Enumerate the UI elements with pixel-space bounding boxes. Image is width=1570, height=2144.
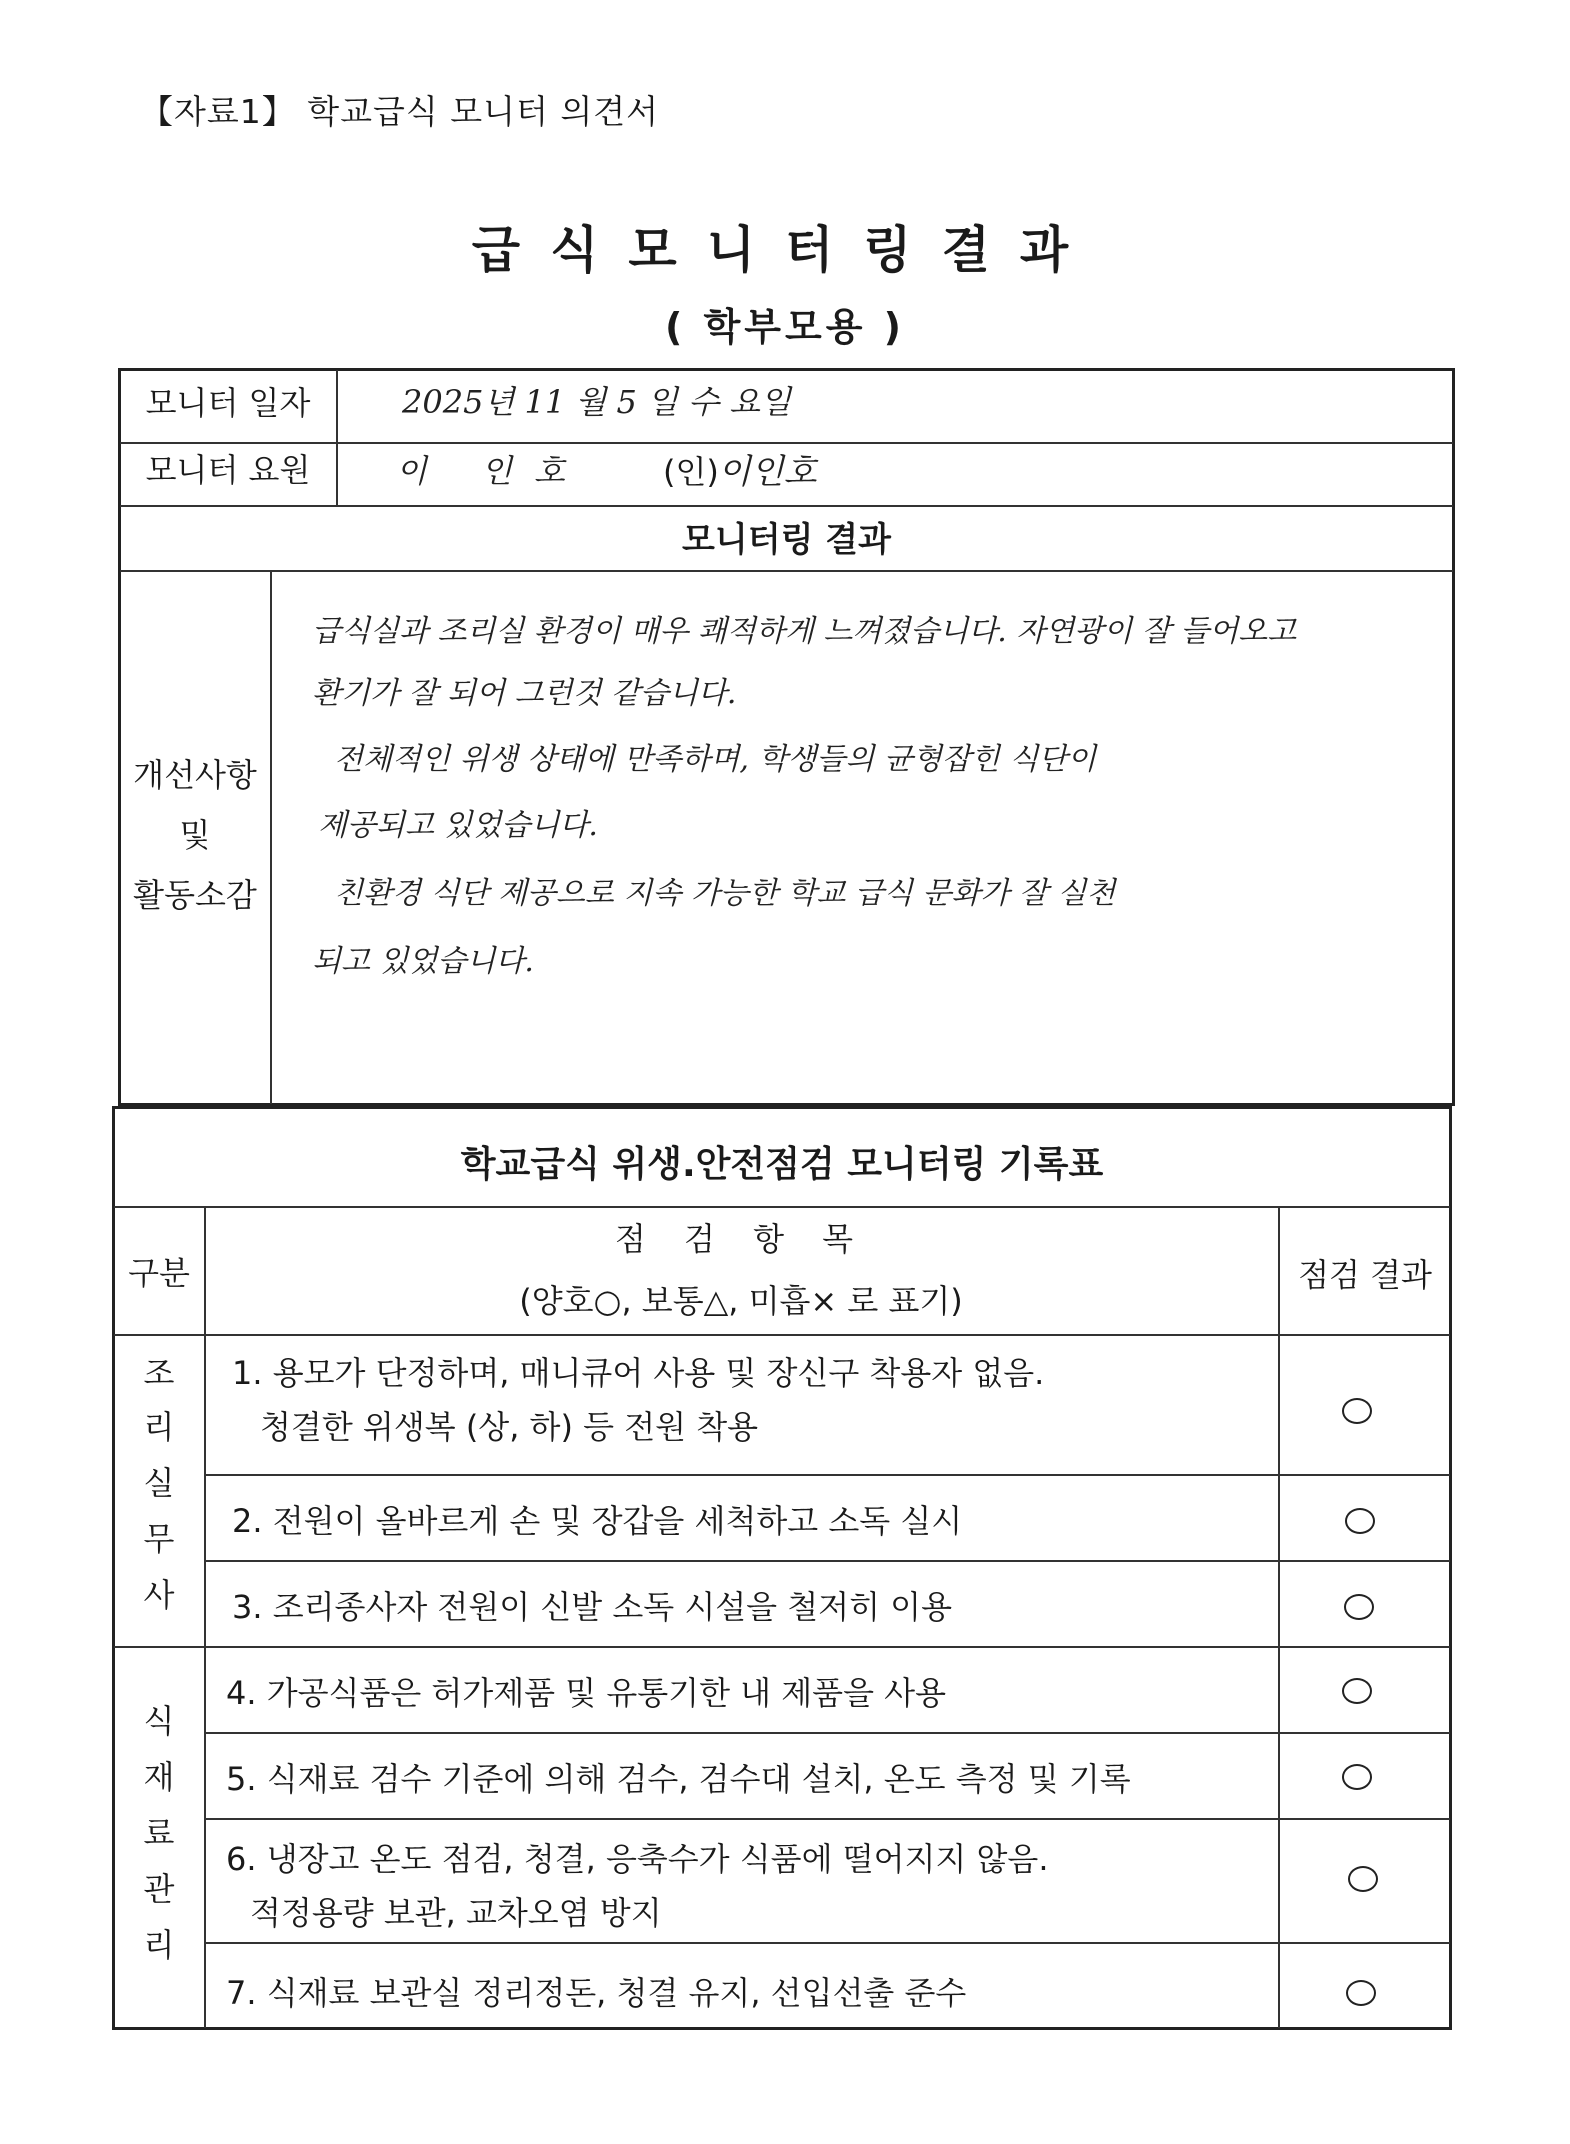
seal-label: (인) (663, 453, 719, 491)
signature: 이인호 (718, 452, 817, 492)
col-items-legend: (양호○, 보통△, 미흡× 로 표기) (519, 1282, 963, 1320)
result-good-mark (1346, 1980, 1376, 2006)
date-label: 모니터 일자 (145, 384, 311, 422)
header-note: 【자료1】 학교급식 모니터 의견서 (140, 92, 660, 131)
comments-label-line3: 활동소감 (133, 876, 257, 914)
group-label-char: 관 (143, 1870, 175, 1908)
group-label-char: 료 (143, 1814, 175, 1852)
date-value: 2025년 11 월 5 일 수 요일 (402, 383, 792, 421)
page-subtitle: ( 학부모용 ) (664, 305, 906, 349)
group-label-char: 리 (143, 1408, 175, 1446)
checklist-title: 학교급식 위생.안전점검 모니터링 기록표 (460, 1144, 1104, 1185)
check-item-1: 1. 용모가 단정하며, 매니큐어 사용 및 장신구 착용자 없음. (232, 1354, 1045, 1392)
group-label-char: 재 (143, 1758, 175, 1796)
comment-line-5: 친환경 식단 제공으로 지속 가능한 학교 급식 문화가 잘 실천 (334, 876, 1116, 911)
result-good-mark (1345, 1508, 1375, 1534)
comment-line-2: 환기가 잘 되어 그런것 같습니다. (312, 676, 737, 711)
monitor-label: 모니터 요원 (145, 451, 311, 489)
comment-line-6: 되고 있었습니다. (312, 944, 534, 979)
col-result-header: 점검 결과 (1298, 1256, 1432, 1294)
group-label-char: 조 (143, 1354, 175, 1392)
result-good-mark (1342, 1678, 1372, 1704)
group-label-char: 실 (143, 1464, 175, 1502)
check-item-2: 2. 전원이 올바르게 손 및 장갑을 세척하고 소독 실시 (232, 1502, 963, 1540)
comment-line-3: 전체적인 위생 상태에 만족하며, 학생들의 균형잡힌 식단이 (334, 742, 1097, 777)
result-good-mark (1342, 1398, 1372, 1424)
check-item-6-line2: 적정용량 보관, 교차오염 방지 (250, 1894, 662, 1932)
check-item-1-line2: 청결한 위생복 (상, 하) 등 전원 착용 (260, 1408, 759, 1446)
group-label-char: 리 (143, 1926, 175, 1964)
group-label-char: 사 (143, 1576, 175, 1614)
check-item-4: 4. 가공식품은 허가제품 및 유통기한 내 제품을 사용 (226, 1674, 946, 1712)
comment-line-4: 제공되고 있었습니다. (318, 808, 598, 843)
comments-label-line2: 및 (179, 816, 211, 854)
monitor-name: 이 인호 (396, 452, 587, 490)
col-items-header: 점 검 항 목 (614, 1220, 868, 1258)
results-section-title: 모니터링 결과 (682, 520, 891, 560)
group-label-char: 무 (143, 1520, 175, 1558)
check-item-5: 5. 식재료 검수 기준에 의해 검수, 검수대 설치, 온도 측정 및 기록 (226, 1760, 1131, 1798)
result-good-mark (1342, 1764, 1372, 1790)
page-title: 급식모니터링결과 (471, 221, 1099, 279)
col-category-header: 구분 (128, 1254, 190, 1292)
check-item-7: 7. 식재료 보관실 정리정돈, 청결 유지, 선입선출 준수 (226, 1974, 967, 2012)
result-good-mark (1348, 1866, 1378, 1892)
comment-line-1: 급식실과 조리실 환경이 매우 쾌적하게 느껴졌습니다. 자연광이 잘 들어오고 (312, 614, 1297, 649)
result-good-mark (1344, 1594, 1374, 1620)
check-item-6: 6. 냉장고 온도 점검, 청결, 응축수가 식품에 떨어지지 않음. (226, 1840, 1049, 1878)
check-item-3: 3. 조리종사자 전원이 신발 소독 시설을 철저히 이용 (232, 1588, 952, 1626)
comments-label-line1: 개선사항 (133, 756, 257, 794)
group-label-char: 식 (143, 1702, 175, 1740)
